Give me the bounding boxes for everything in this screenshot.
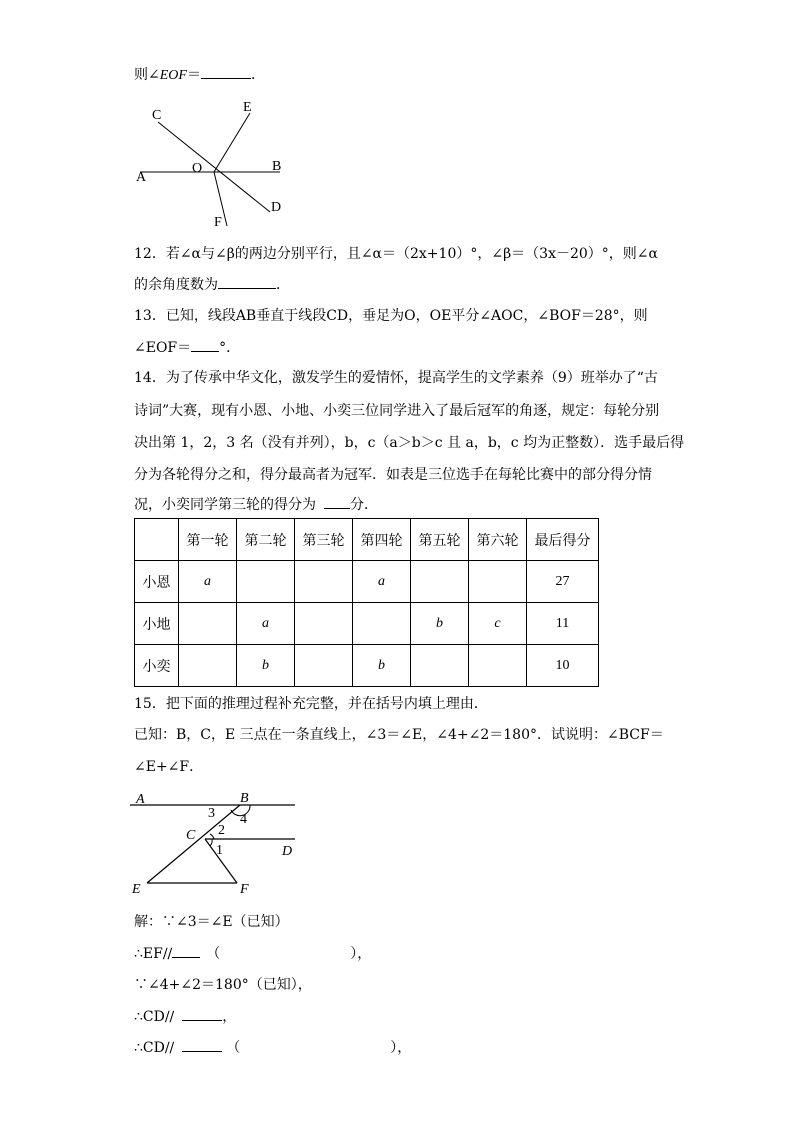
step5-paren-close: ）， [390, 1040, 412, 1056]
label-c: C [152, 108, 162, 123]
header-cell: 第三轮 [295, 519, 353, 561]
table-cell: b [411, 603, 469, 645]
table-cell: b [353, 645, 411, 687]
label-1: 1 [216, 843, 223, 858]
label-e: E [132, 882, 141, 897]
q11-prefix: 则∠ [134, 67, 160, 83]
q13-prefix: ∠EOF＝ [134, 340, 192, 356]
q14-line5 [134, 494, 378, 515]
label-a: A [136, 792, 145, 807]
step5-paren-open: （ [226, 1040, 241, 1056]
table-cell: 小地 [135, 603, 179, 645]
q13-suffix: °． [219, 340, 241, 356]
table-cell: 10 [527, 645, 599, 687]
label-f: F [214, 215, 222, 230]
angle-2-arc [210, 834, 214, 839]
table-cell [411, 645, 469, 687]
q12-line2 [134, 274, 290, 295]
label-4: 4 [240, 812, 247, 827]
label-b: B [240, 791, 249, 806]
label-b: B [272, 159, 282, 174]
score-table [134, 518, 599, 687]
table-row [135, 603, 599, 645]
q15-solution-step3: ∵∠4+∠2＝180°（已知）， [134, 977, 312, 993]
q13-answer-blank[interactable] [191, 337, 219, 352]
table-row [135, 645, 599, 687]
q14-suffix: 分． [350, 497, 378, 513]
table-cell [295, 603, 353, 645]
label-3: 3 [208, 806, 215, 821]
step5-reason-blank[interactable] [240, 1038, 390, 1052]
label-e: E [243, 100, 252, 115]
header-cell: 第一轮 [179, 519, 237, 561]
label-f: F [240, 882, 249, 897]
table-cell: c [469, 603, 527, 645]
label-a: A [136, 170, 147, 185]
table-cell [411, 561, 469, 603]
q11-angle-name: EOF [159, 68, 187, 83]
q14-line2: 诗词”大赛，现有小恩、小地、小奕三位同学进入了最后冠军的角逐，规定：每轮分别 [134, 403, 660, 419]
q15-given-line1: 已知：B，C，E 三点在一条直线上，∠3＝∠E，∠4+∠2＝180°．试说明：∠BCF＝ [134, 727, 664, 743]
q12-text: 的余角度数为 [134, 277, 218, 293]
table-header-row [135, 519, 599, 561]
table-cell: b [237, 645, 295, 687]
table-cell [469, 561, 527, 603]
q11-figure [130, 95, 300, 235]
table-cell: 小恩 [135, 561, 179, 603]
q13-line2 [134, 337, 240, 358]
table-cell [469, 645, 527, 687]
table-cell [295, 561, 353, 603]
line-be [147, 805, 240, 883]
angle-1-arc [210, 839, 212, 846]
q11-answer-line [134, 64, 265, 86]
step4-blank[interactable] [182, 1006, 222, 1021]
q14-text: 况，小奕同学第三轮的得分为 [134, 497, 316, 513]
q15-solution-step2 [134, 943, 371, 964]
label-o: O [192, 161, 203, 176]
table-row [135, 561, 599, 603]
label-d: D [282, 844, 293, 859]
table-cell [179, 645, 237, 687]
header-cell: 第二轮 [237, 519, 295, 561]
line-cd [158, 122, 270, 212]
q13-line1: 13．已知，线段AB垂直于线段CD，垂足为O，OE平分∠AOC，∠BOF＝28°，则 [134, 308, 648, 324]
q14-line4: 分为各轮得分之和，得分最高者为冠军．如表是三位选手在每轮比赛中的部分得分情 [134, 467, 652, 483]
header-cell: 最后得分 [527, 519, 599, 561]
table-cell: a [353, 561, 411, 603]
ray-oe [214, 113, 250, 172]
q12-period: ． [276, 277, 290, 293]
table-cell: 11 [527, 603, 599, 645]
q15-given-line2: ∠E+∠F． [134, 759, 204, 775]
table-cell [353, 603, 411, 645]
table-cell: a [179, 561, 237, 603]
table-cell [295, 645, 353, 687]
label-2: 2 [218, 823, 225, 838]
q15-solution-step5 [134, 1037, 411, 1058]
q14-line3: 决出第 1，2，3 名（没有并列），b，c（a＞b＞c 且 a，b，c 均为正整数）．选手最后得 [134, 435, 685, 451]
q15-solution-step4 [134, 1006, 236, 1027]
label-d: D [271, 200, 282, 215]
q15-title: 15．把下面的推理过程补充完整，并在括号内填上理由． [134, 696, 488, 712]
table-cell: 27 [527, 561, 599, 603]
header-cell [135, 519, 179, 561]
table-cell [237, 561, 295, 603]
step4-prefix: ∴CD∕∕ [134, 1009, 175, 1025]
table-cell [179, 603, 237, 645]
table-cell: 小奕 [135, 645, 179, 687]
step2-paren-close: ）， [350, 946, 372, 962]
q14-answer-blank[interactable] [324, 494, 350, 509]
q15-figure [130, 787, 305, 897]
q12-line1: 12．若∠α与∠β的两边分别平行，且∠α＝（2x+10）°，∠β＝（3x－20）°，则∠α [134, 246, 658, 262]
step2-prefix: ∴EF∕∕ [134, 946, 173, 962]
label-c: C [186, 828, 196, 843]
q12-answer-blank[interactable] [218, 274, 276, 289]
step2-paren-open: （ [206, 946, 221, 962]
q11-answer-blank[interactable] [201, 64, 251, 79]
step4-comma: ， [222, 1009, 237, 1025]
step2-blank[interactable] [172, 943, 200, 958]
step2-reason-blank[interactable] [220, 944, 350, 958]
header-cell: 第五轮 [411, 519, 469, 561]
header-cell: 第六轮 [469, 519, 527, 561]
step5-blank[interactable] [182, 1037, 222, 1052]
step5-prefix: ∴CD∕∕ [134, 1040, 175, 1056]
q11-period: ． [250, 67, 265, 83]
q15-solution-step1: 解：∵∠3＝∠E（已知） [134, 914, 289, 930]
q14-line1: 14．为了传承中华文化，激发学生的爱情怀，提高学生的文学素养（9）班举办了“古 [134, 370, 658, 386]
table-cell: a [237, 603, 295, 645]
q11-equals: ＝ [186, 67, 201, 83]
header-cell: 第四轮 [353, 519, 411, 561]
